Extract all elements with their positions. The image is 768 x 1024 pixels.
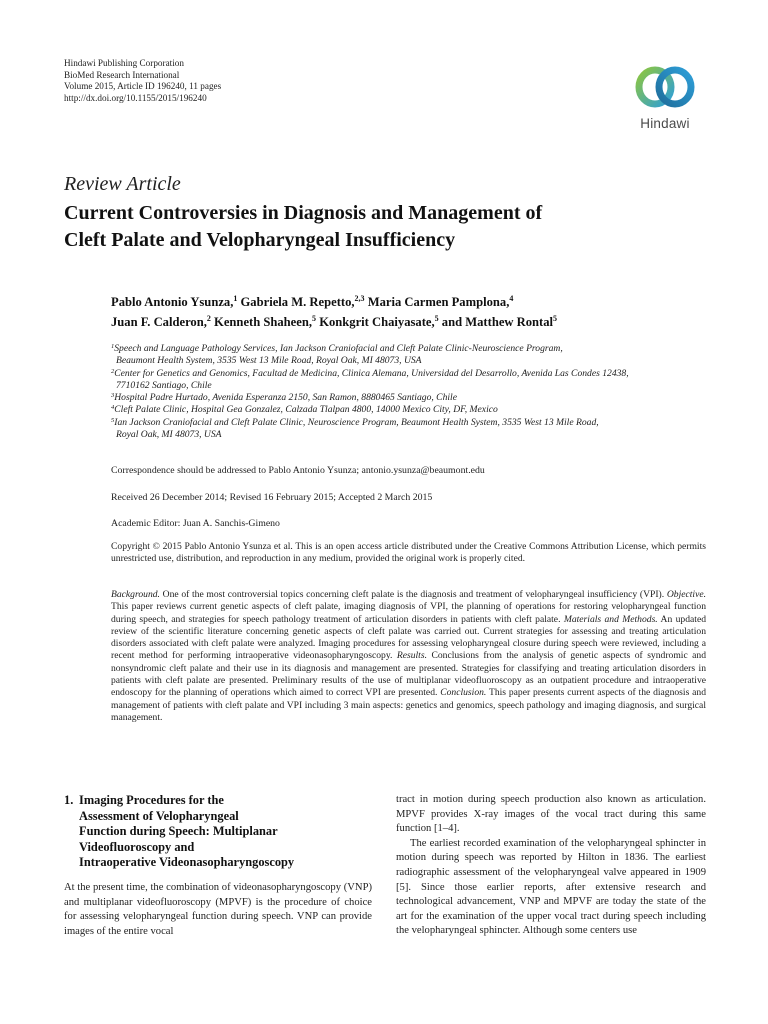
correspondence: Correspondence should be addressed to Pablo Antonio Ysunza; antonio.ysunza@beaumont.edu	[111, 465, 485, 476]
section-heading	[64, 793, 372, 871]
affiliation-line: $^4$Cleft Palate Clinic, Hospital Gea Gonzalez, Calzada Tlalpan 4800, 14000 Mexico City, DF, Mexico	[111, 404, 498, 416]
affiliation-sup: 5	[111, 416, 115, 424]
section-number: 1.	[64, 793, 74, 807]
affiliation-line: $^2$Center for Genetics and Genomics, Facultad de Medicina, Clinica Alemana, Universidad del Desarrollo, Avenida Las Condes 12438,	[111, 367, 629, 379]
affiliation-line: 7710162 Santiago, Chile	[116, 379, 212, 391]
author-affil-sup: 4	[509, 294, 514, 303]
author-affil-sup: 1	[233, 294, 238, 303]
author-name: Gabriela M. Repetto,	[240, 295, 355, 309]
author-name: Juan F. Calderon,	[111, 315, 207, 329]
hindawi-logo-icon	[632, 62, 698, 116]
affiliation-sup: 1	[111, 343, 115, 350]
affiliation-line: $^5$Ian Jackson Craniofacial and Cleft Palate Clinic, Neuroscience Program, Beaumont Health System, 3535 West 13 Mile Road,	[111, 416, 599, 428]
publication-dates: Received 26 December 2014; Revised 16 February 2015; Accepted 2 March 2015	[111, 492, 433, 503]
author-name: Konkgrit Chaiyasate,	[319, 315, 435, 329]
journal-info	[64, 58, 221, 104]
abstract	[111, 589, 706, 724]
author-name: Pablo Antonio Ysunza,	[111, 295, 234, 309]
article-type: Review Article	[64, 173, 181, 195]
title-line: Cleft Palate and Velopharyngeal Insufficiency	[64, 229, 456, 251]
author-name: Kenneth Shaheen,	[214, 315, 313, 329]
affiliation-line: Royal Oak, MI 48073, USA	[116, 429, 222, 441]
author-affil-sup: 5	[434, 314, 439, 323]
heading-line: Videofluoroscopy and	[79, 839, 195, 854]
heading-line: Intraoperative Videonasopharyngoscopy	[79, 855, 295, 870]
body-paragraph: At the present time, the combination of videonasopharyngoscopy (VNP) and multiplanar videofluoroscopy (MPVF) is the procedure of choice for assessing velopharyngeal function during speech. VNP can provide images of the entire vocal	[64, 881, 372, 937]
author-name: Maria Carmen Pamplona,	[367, 295, 510, 309]
logo-text: Hindawi	[640, 116, 690, 131]
affiliation-sup: 4	[111, 404, 115, 412]
author-affil-sup: 5	[312, 314, 317, 323]
title-line: Current Controversies in Diagnosis and Management of	[64, 202, 543, 224]
left-column	[64, 793, 372, 939]
affiliation-line: Beaumont Health System, 3535 West 13 Mile Road, Royal Oak, MI 48073, USA	[116, 355, 422, 367]
author-affil-sup: 5	[553, 314, 558, 323]
abstract-text: An updated review of the scientific literature concerning genetic aspects of cleft palate was carried out. Current strategies for assessing and treating articulation disorders associated with cleft palate were analyzed. Imaging procedures for assessing velopharyngeal closure during speech were reviewed, including a recent method for performing intraoperative videonasopharyngoscopy.	[111, 613, 707, 662]
heading-line: Assessment of Velopharyngeal	[79, 808, 239, 823]
copyright-notice: Copyright © 2015 Pablo Antonio Ysunza et al. This is an open access article distributed under the Creative Commons Attribution License, which permits unrestricted use, distribution, and reproduction in any medium, provided the original work is properly cited.	[111, 541, 706, 565]
abstract-label: Conclusion.	[440, 687, 487, 699]
author-line	[111, 292, 731, 312]
body-paragraph: The earliest recorded examination of the velopharyngeal sphincter in motion during speech was reported by Hilton in 1836. The earliest radiographic assessment of the velopharyngeal valve appeared in 1909 [5]. Since those earlier reports, after extensive research and technological advancement, VNP and MPVF are today the state of the art for the examination of the upper vocal tract during speech including the velopharyngeal sphincter. Although some centers use	[396, 837, 706, 937]
volume-info: Volume 2015, Article ID 196240, 11 pages	[64, 81, 222, 92]
author-list	[111, 292, 731, 332]
heading-line: 1. Imaging Procedures for the	[64, 793, 224, 807]
abstract-text: One of the most controversial topics concerning cleft palate is the diagnosis and treatment of velopharyngeal insufficiency (VPI).	[162, 589, 665, 600]
affiliation-list	[111, 343, 721, 441]
affiliation-sup: 3	[111, 392, 115, 400]
affiliation-line: $^3$Hospital Padre Hurtado, Avenida Esperanza 2150, San Ramon, 8880465 Santiago, Chile	[111, 392, 457, 404]
publisher-name: Hindawi Publishing Corporation	[64, 58, 184, 68]
abstract-text: This paper reviews current genetic aspects of cleft palate, imaging diagnosis of VPI, the planning of operations for restoring velopharyngeal function during speech, and strategies for speech pathology treatment of articulation disorders in patients with cleft palate.	[111, 601, 706, 625]
affiliation-sup: 2	[111, 367, 115, 375]
journal-name: BioMed Research International	[64, 69, 180, 80]
abstract-label: Objective.	[666, 589, 706, 600]
author-affil-sup: 2	[206, 314, 211, 323]
body-paragraph: tract in motion during speech production also known as articulation. MPVF provides X-ray images of the vocal tract during this same function [1–4].	[396, 794, 706, 835]
article-title	[64, 200, 704, 254]
heading-line: Function during Speech: Multiplanar	[79, 824, 278, 839]
author-name: and Matthew Rontal	[441, 315, 554, 329]
hindawi-logo	[632, 62, 710, 140]
doi-link[interactable]: http://dx.doi.org/10.1155/2015/196240	[64, 92, 207, 103]
abstract-text: This paper presents current aspects of the diagnosis and management of patients with cleft palate and VPI including 3 main aspects: genetics and genomics, speech pathology and imaging diagnosis, and surgical management.	[111, 687, 706, 723]
abstract-label: Materials and Methods.	[563, 613, 658, 625]
right-column	[396, 793, 706, 939]
abstract-text: Conclusions from the analysis of genetic aspects of syndromic and nonsyndromic cleft palate and their use in its diagnosis and management are presented. Strategies for classifying and treating articulation disorders in patients with cleft palate are presented. Preliminary results of the use of multiplanar videofluoroscopy as an outpatient procedure and intraoperative endoscopy for the planning of operations which aimed to correct VPI are presented.	[111, 650, 707, 699]
abstract-label: Results.	[396, 650, 427, 662]
author-affil-sup: 2,3	[354, 294, 365, 303]
academic-editor: Academic Editor: Juan A. Sanchis-Gimeno	[111, 518, 280, 529]
author-line	[111, 312, 731, 332]
abstract-label: Background.	[111, 589, 160, 600]
affiliation-line: $^1$Speech and Language Pathology Services, Ian Jackson Craniofacial and Cleft Palate Clinic-Neuroscience Program,	[111, 343, 563, 354]
